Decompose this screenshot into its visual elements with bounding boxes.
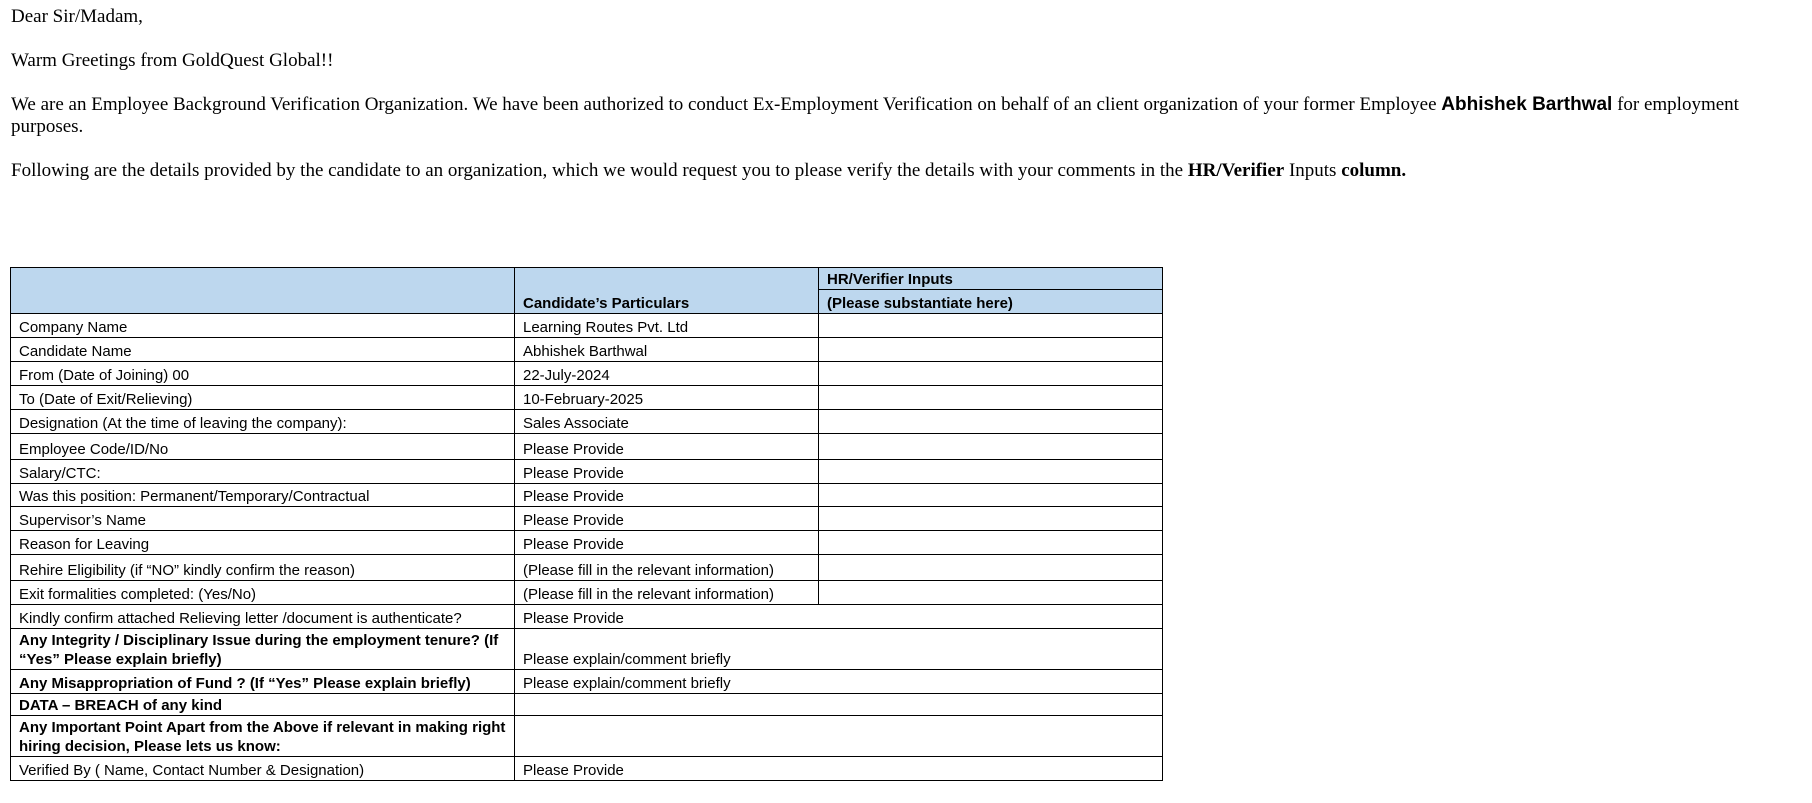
table-row (11, 629, 1163, 670)
row-value: Please explain/comment briefly (515, 629, 819, 670)
row-hr-input[interactable] (819, 507, 1163, 531)
table-row (11, 484, 1163, 507)
table-row (11, 670, 1163, 694)
row-hr-input[interactable] (819, 314, 1163, 338)
table-row (11, 362, 1163, 386)
row-label: Salary/CTC: (11, 460, 515, 484)
row-value: Please Provide (515, 434, 819, 460)
intro-text-start: We are an Employee Background Verification Organization. We have been authorized to conduct Ex-Employment Verification on behalf of an client organization of your former Employee (11, 94, 1442, 115)
table-row (11, 716, 1163, 757)
row-value: Please Provide (515, 531, 819, 555)
row-value (515, 694, 819, 716)
row-value: Please Provide (515, 484, 819, 507)
header-blank-cell (11, 268, 515, 314)
row-label: Reason for Leaving (11, 531, 515, 555)
row-value: Please Provide (515, 460, 819, 484)
table-row (11, 507, 1163, 531)
row-label: From (Date of Joining) 00 (11, 362, 515, 386)
request-column: column. (1341, 160, 1407, 181)
request-text-mid: Inputs (1284, 160, 1342, 181)
row-label: Supervisor’s Name (11, 507, 515, 531)
row-label: Was this position: Permanent/Temporary/Contractual (11, 484, 515, 507)
table-row (11, 531, 1163, 555)
row-hr-input[interactable] (819, 757, 1163, 781)
row-value: (Please fill in the relevant information) (515, 555, 819, 581)
row-hr-input[interactable] (819, 338, 1163, 362)
employee-name: Abhishek Barthwal (1441, 94, 1613, 115)
row-label: Kindly confirm attached Relieving letter /document is authenticate? (11, 605, 515, 629)
row-label: DATA – BREACH of any kind (11, 694, 515, 716)
table-row (11, 581, 1163, 605)
row-label: Rehire Eligibility (if “NO” kindly confirm the reason) (11, 555, 515, 581)
salutation: Dear Sir/Madam, (11, 6, 143, 27)
row-value (515, 716, 819, 757)
header-hr-verifier-inputs: HR/Verifier Inputs (819, 268, 1163, 290)
greeting: Warm Greetings from GoldQuest Global!! (11, 50, 334, 71)
row-hr-input[interactable] (819, 581, 1163, 605)
row-value: (Please fill in the relevant information) (515, 581, 819, 605)
table-row (11, 338, 1163, 362)
row-label: Verified By ( Name, Contact Number & Designation) (11, 757, 515, 781)
table-header-row-1 (11, 268, 1163, 290)
intro-paragraph (11, 94, 1806, 138)
table-row (11, 694, 1163, 716)
row-label: Designation (At the time of leaving the company): (11, 410, 515, 434)
row-label: Any Integrity / Disciplinary Issue during the employment tenure? (If “Yes” Please explain briefly) (11, 629, 515, 670)
table-row (11, 555, 1163, 581)
row-value: Learning Routes Pvt. Ltd (515, 314, 819, 338)
row-value: 10-February-2025 (515, 386, 819, 410)
row-label: Company Name (11, 314, 515, 338)
row-hr-input[interactable] (819, 694, 1163, 716)
row-hr-input[interactable] (819, 484, 1163, 507)
row-value: Abhishek Barthwal (515, 338, 819, 362)
request-paragraph (11, 160, 1806, 182)
row-hr-input[interactable] (819, 716, 1163, 757)
row-label: Exit formalities completed: (Yes/No) (11, 581, 515, 605)
row-label: Any Misappropriation of Fund ? (If “Yes” Please explain briefly) (11, 670, 515, 694)
row-hr-input[interactable] (819, 629, 1163, 670)
row-value: Sales Associate (515, 410, 819, 434)
row-label: To (Date of Exit/Relieving) (11, 386, 515, 410)
header-candidate-particulars: Candidate’s Particulars (515, 268, 819, 314)
row-hr-input[interactable] (819, 362, 1163, 386)
request-hr-verifier: HR/Verifier (1187, 160, 1285, 181)
row-value: Please Provide (515, 757, 819, 781)
table-row (11, 757, 1163, 781)
table-row (11, 460, 1163, 484)
intro-text-end: for employment purposes. (11, 94, 1739, 137)
table-row (11, 410, 1163, 434)
row-value: Please Provide (515, 507, 819, 531)
row-label: Any Important Point Apart from the Above if relevant in making right hiring decision, Please lets us know: (11, 716, 515, 757)
row-value: Please Provide (515, 605, 819, 629)
table-row (11, 314, 1163, 338)
row-value: 22-July-2024 (515, 362, 819, 386)
row-label: Employee Code/ID/No (11, 434, 515, 460)
row-hr-input[interactable] (819, 434, 1163, 460)
header-hr-substantiate: (Please substantiate here) (819, 290, 1163, 314)
row-label: Candidate Name (11, 338, 515, 362)
row-hr-input[interactable] (819, 670, 1163, 694)
row-hr-input[interactable] (819, 555, 1163, 581)
table-row (11, 386, 1163, 410)
row-hr-input[interactable] (819, 460, 1163, 484)
table-row (11, 434, 1163, 460)
request-text-start: Following are the details provided by the candidate to an organization, which we would request you to please verify the details with your comments in the (11, 160, 1188, 181)
row-hr-input[interactable] (819, 386, 1163, 410)
verification-table (10, 267, 1163, 781)
letter-body (11, 6, 1806, 204)
row-hr-input[interactable] (819, 531, 1163, 555)
table-row (11, 605, 1163, 629)
row-hr-input[interactable] (819, 410, 1163, 434)
row-value: Please explain/comment briefly (515, 670, 819, 694)
row-hr-input[interactable] (819, 605, 1163, 629)
